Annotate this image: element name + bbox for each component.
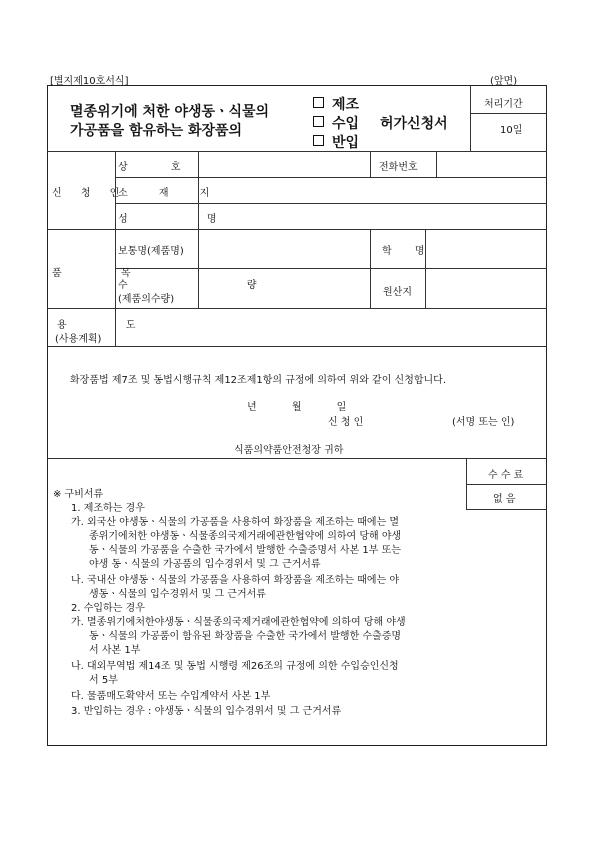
doc-line: 생동ㆍ식물의 입수경위서 및 그 근거서류 (89, 589, 266, 600)
checkbox-icon[interactable] (313, 135, 324, 146)
scientific-name-field[interactable] (426, 230, 546, 267)
name-label: 성 명 (118, 214, 255, 225)
scientific-name-label: 학 명 (382, 246, 435, 257)
common-name-label: 보통명(제품명) (118, 246, 184, 257)
fee-label: 수 수 료 (488, 470, 524, 481)
doc-line: 다. 물품매도확약서 또는 수입계약서 사본 1부 (71, 691, 271, 702)
purpose-label: 용 도 (57, 320, 164, 331)
phone-label: 전화번호 (379, 162, 418, 173)
form-title-line2: 가공품을 함유하는 화장품의 (70, 123, 243, 139)
addressee: 식품의약품안전청장 귀하 (234, 445, 344, 456)
option-carry-in-label: 반입 (332, 135, 360, 151)
doc-line: 종위기에처한 야생동ㆍ식물종의국제거래에관한협약에 의하여 당해 야생 (89, 531, 402, 542)
option-import-label: 수입 (332, 116, 360, 132)
doc-line: 나. 대외무역법 제14조 및 동법 시행령 제26조의 규정에 의한 수입승인신청 (71, 661, 399, 672)
product-section-label: 품 목 (52, 268, 159, 279)
quantity-sub-label: (제품의수량) (118, 294, 175, 305)
doc-line: 1. 제조하는 경우 (71, 503, 145, 514)
option-manufacture-label: 제조 (332, 97, 360, 113)
processing-period-value: 10일 (500, 125, 523, 136)
doc-line: 나. 국내산 야생동ㆍ식물의 가공품을 사용하여 화장품을 제조하는 때에는 야 (71, 575, 400, 586)
application-statement: 화장품법 제7조 및 동법시행규칙 제12조제1항의 규정에 의하여 위와 같이 신청합니다. (70, 375, 447, 386)
application-title: 허가신청서 (380, 116, 448, 132)
doc-line: 동ㆍ식물의 가공품을 수출한 국가에서 발행한 수출증명서 사본 1부 또는 (89, 545, 401, 556)
address-field[interactable] (199, 178, 546, 202)
option-carry-in-checkbox[interactable] (313, 132, 359, 152)
doc-line: 야생 동ㆍ식물의 가공품의 입수경위서 및 그 근거서류 (89, 559, 321, 570)
option-manufacture-checkbox[interactable] (313, 94, 359, 114)
doc-line: 가. 외국산 야생동ㆍ식물의 가공품을 사용하여 화장품을 제조하는 때에는 멸 (71, 517, 400, 528)
trade-name-label: 상 호 (118, 162, 201, 173)
doc-line: 3. 반입하는 경우 : 야생동ㆍ식물의 입수경위서 및 그 근거서류 (71, 706, 342, 717)
origin-label: 원산지 (383, 287, 412, 298)
phone-field[interactable] (437, 152, 546, 176)
processing-period-label: 처리기간 (484, 99, 523, 110)
form-title (70, 103, 269, 141)
doc-line: 서 사본 1부 (89, 645, 141, 656)
purpose-sub-label: (사용계획) (55, 334, 102, 345)
purpose-field[interactable] (116, 309, 546, 345)
form-title-line1: 멸종위기에 처한 야생동ㆍ식물의 (70, 104, 270, 120)
doc-line: 동ㆍ식물의 가공품이 함유된 화장품을 수출한 국가에서 발행한 수출증명 (89, 631, 402, 642)
origin-field[interactable] (426, 269, 546, 307)
fee-value: 없 음 (493, 494, 516, 505)
applicant-sign-label: 신 청 인 (328, 417, 364, 428)
trade-name-field[interactable] (199, 152, 369, 176)
quantity-label: 수 량 (118, 280, 315, 291)
form-number: [별지제10호서식] (50, 76, 129, 87)
name-field[interactable] (199, 204, 546, 228)
option-import-checkbox[interactable] (313, 113, 359, 133)
doc-line: 서 5부 (89, 675, 118, 686)
address-label: 소 재 지 (118, 188, 224, 199)
documents-heading: ※ 구비서류 (53, 489, 104, 500)
applicant-section-label: 신 청 인 (52, 188, 128, 199)
checkbox-icon[interactable] (313, 97, 324, 108)
signature-hint: (서명 또는 인) (452, 417, 515, 428)
common-name-field[interactable] (199, 230, 369, 267)
page-side-label: (앞면) (490, 76, 518, 87)
checkbox-icon[interactable] (313, 116, 324, 127)
quantity-field[interactable] (199, 269, 369, 307)
doc-line: 2. 수입하는 경우 (71, 603, 145, 614)
date-line: 년 월 일 (247, 402, 347, 413)
doc-line: 가. 멸종위기에처한야생동ㆍ식물종의국제거래에관한협약에 의하여 당해 야생 (71, 617, 406, 628)
